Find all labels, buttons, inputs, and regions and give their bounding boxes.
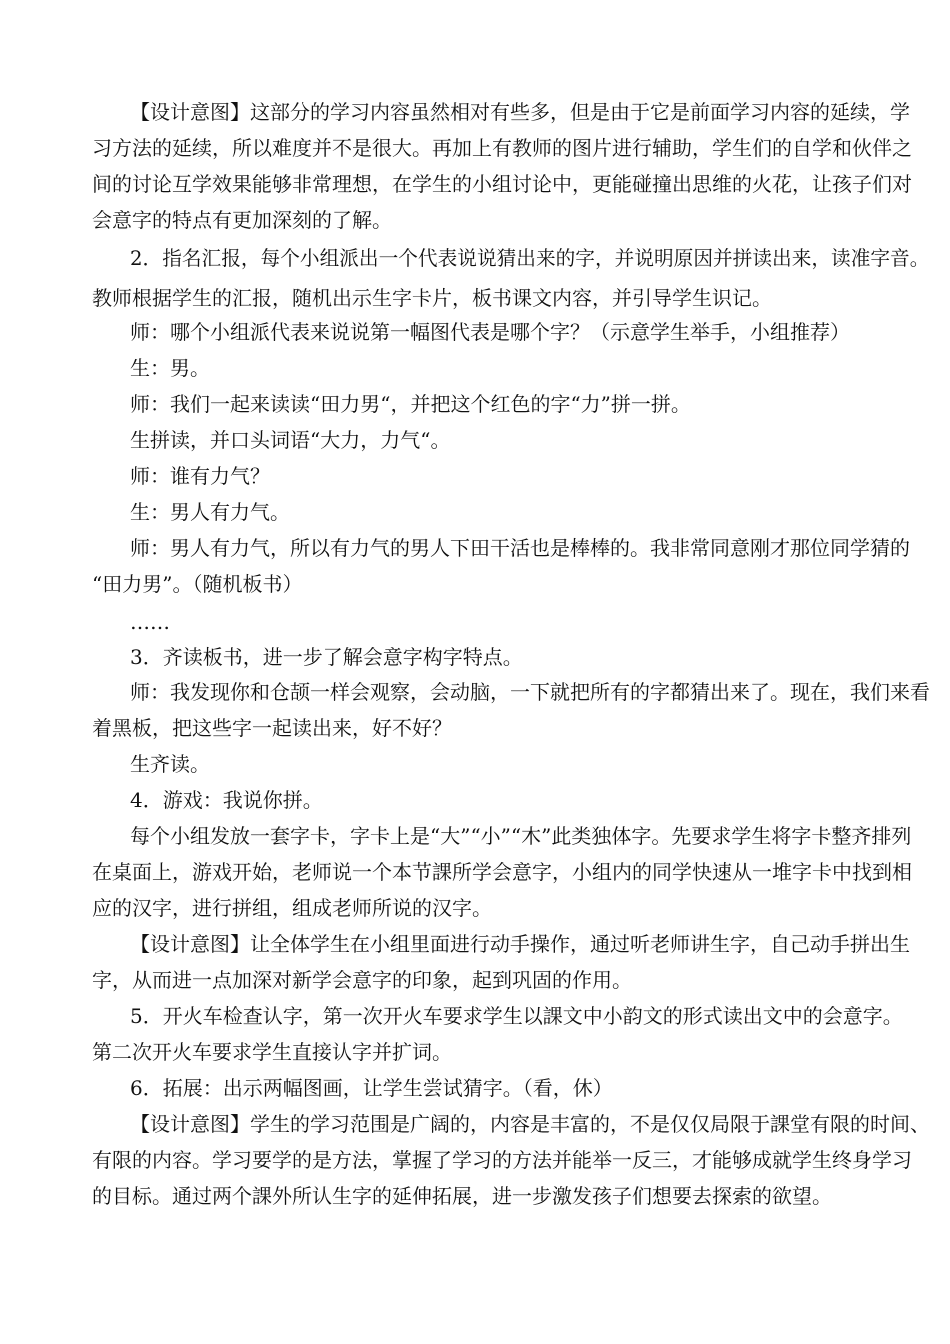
- paragraph-line: 师：我们一起来读读“田力男“，并把这个红色的字“力”拼一拼。: [130, 392, 691, 416]
- paragraph-line: 教师根据学生的汇报，随机出示生字卡片，板书课文内容，并引导学生识记。: [92, 286, 772, 310]
- paragraph-line: 【设计意图】学生的学习范围是广阔的，内容是丰富的，不是仅仅局限于課堂有限的时间、: [130, 1112, 930, 1136]
- paragraph-line: 在桌面上，游戏开始，老师说一个本节課所学会意字，小组内的同学快速从一堆字卡中找到相: [92, 860, 912, 884]
- paragraph-line: 师：我发现你和仓颉一样会观察，会动脑，一下就把所有的字都猜出来了。现在，我们来看: [130, 680, 930, 704]
- paragraph-line: 师：谁有力气？: [130, 464, 270, 488]
- paragraph-line: 5．开火车检查认字，第一次开火车要求学生以課文中小韵文的形式读出文中的会意字。: [130, 1004, 903, 1028]
- paragraph-line: 6．拓展：出示两幅图画，让学生尝试猜字。（看，休）: [130, 1076, 613, 1100]
- paragraph-line: “田力男”。（随机板书）: [92, 572, 303, 596]
- paragraph-line: 第二次开火车要求学生直接认字并扩词。: [92, 1040, 452, 1064]
- paragraph-line: 生齐读。: [130, 752, 210, 776]
- paragraph-line: 【设计意图】这部分的学习内容虽然相对有些多，但是由于它是前面学习内容的延续，学: [130, 100, 910, 124]
- paragraph-line: 【设计意图】让全体学生在小组里面进行动手操作，通过听老师讲生字，自己动手拼出生: [130, 932, 910, 956]
- paragraph-line: 生拼读，并口头词语“大力，力气“。: [130, 428, 451, 452]
- paragraph-line: 的目标。通过两个課外所认生字的延伸拓展，进一步激发孩子们想要去探索的欲望。: [92, 1184, 832, 1208]
- paragraph-line: 着黑板，把这些字一起读出来，好不好？: [92, 716, 452, 740]
- paragraph-line: 生：男人有力气。: [130, 500, 290, 524]
- paragraph-line: 会意字的特点有更加深刻的了解。: [92, 208, 392, 232]
- paragraph-line: 师：哪个小组派代表来说说第一幅图代表是哪个字？（示意学生举手，小组推荐）: [130, 320, 850, 344]
- paragraph-line: 师：男人有力气，所以有力气的男人下田干活也是棒棒的。我非常同意刚才那位同学猜的: [130, 536, 910, 560]
- paragraph-line: 字，从而进一点加深对新学会意字的印象，起到巩固的作用。: [92, 968, 632, 992]
- paragraph-line: 2．指名汇报，每个小组派出一个代表说说猜出来的字，并说明原因并拼读出来，读准字音。: [130, 247, 930, 270]
- paragraph-line: 习方法的延续，所以难度并不是很大。再加上有教师的图片进行辅助，学生们的自学和伙伴之: [92, 136, 912, 160]
- paragraph-line: 每个小组发放一套字卡，字卡上是“大”“小”“木”此类独体字。先要求学生将字卡整齐排列: [130, 824, 912, 848]
- paragraph-line: 生：男。: [130, 356, 210, 380]
- paragraph-line: 间的讨论互学效果能够非常理想，在学生的小组讨论中，更能碰撞出思维的火花，让孩子们对: [92, 172, 912, 196]
- paragraph-line: 应的汉字，进行拼组，组成老师所说的汉字。: [92, 896, 492, 920]
- paragraph-line: 4．游戏：我说你拼。: [130, 788, 323, 812]
- paragraph-line: 有限的内容。学习要学的是方法，掌握了学习的方法并能举一反三，才能够成就学生终身学习: [92, 1148, 912, 1172]
- paragraph-line: ……: [130, 610, 170, 634]
- paragraph-line: 3．齐读板书，进一步了解会意字构字特点。: [130, 645, 523, 669]
